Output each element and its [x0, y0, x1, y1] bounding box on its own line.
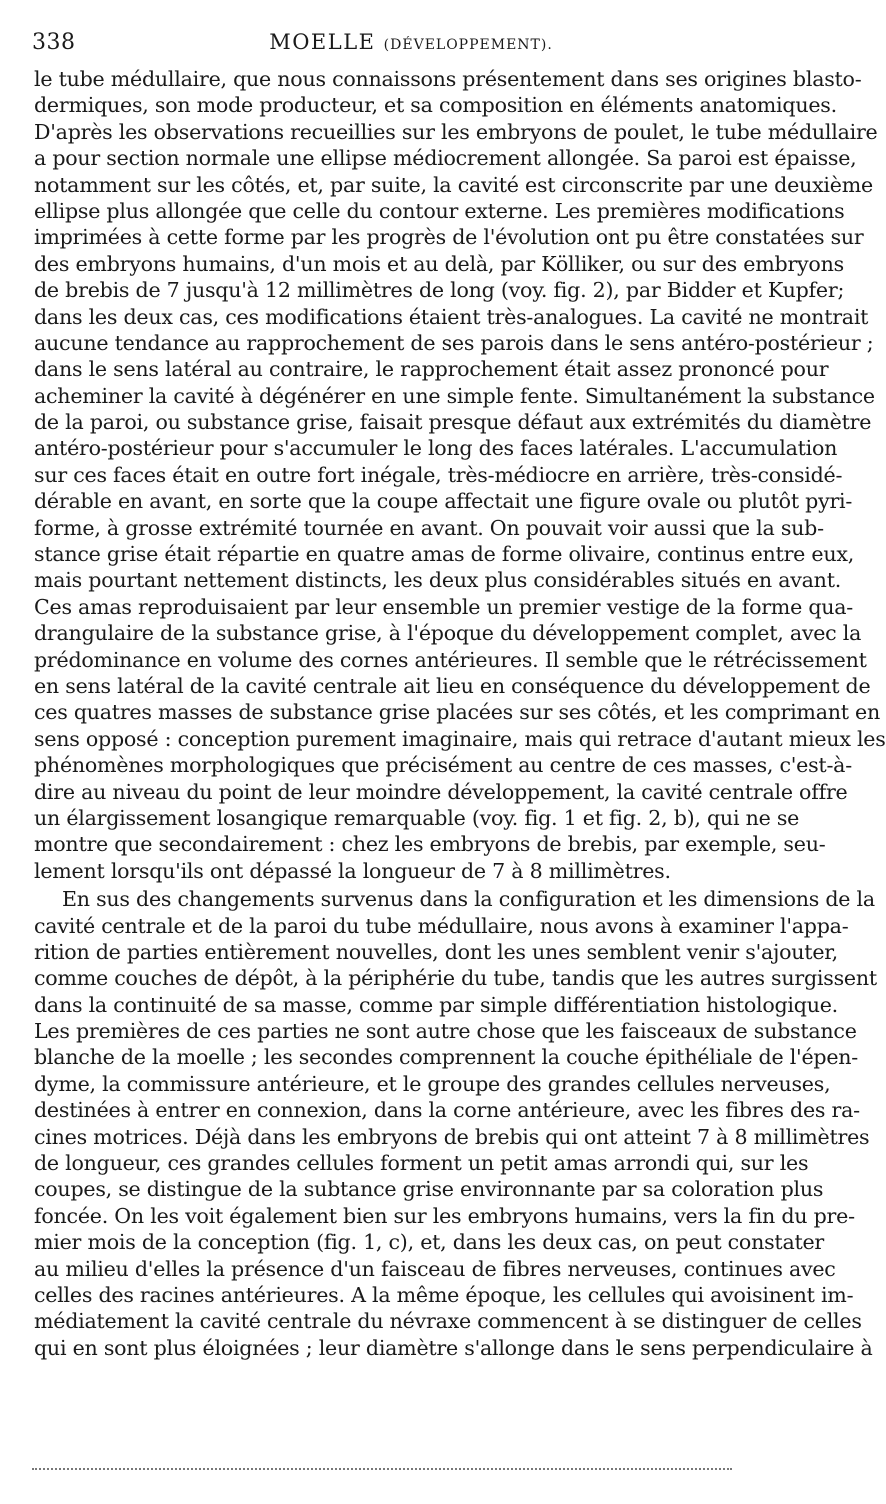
text-line: montre que secondairement : chez les embryons de brebis, par exemple, seu-	[34, 832, 826, 857]
text-line: dire au niveau du point de leur moindre développement, la cavité centrale offre	[34, 779, 848, 804]
page-number: 338	[32, 30, 76, 55]
text-line: prédominance en volume des cornes antérieures. Il semble que le rétrécissement	[34, 647, 867, 672]
text-line: notamment sur les côtés, et, par suite, la cavité est circonscrite par une deuxième	[34, 172, 873, 197]
text-line: dérable en avant, en sorte que la coupe affectait une figure ovale ou plutôt pyri-	[34, 489, 853, 514]
text-line: sens opposé : conception purement imaginaire, mais qui retrace d'autant mieux les	[34, 726, 886, 751]
text-line: de brebis de 7 jusqu'à 12 millimètres de long (voy. fig. 2), par Bidder et Kupfer;	[34, 278, 845, 303]
text-line: blanche de la moelle ; les secondes comprennent la couche épithéliale de l'épen-	[34, 1045, 859, 1070]
body-text	[34, 66, 886, 1361]
running-header	[32, 30, 790, 66]
text-line: mais pourtant nettement distincts, les deux plus considérables situés en avant.	[34, 568, 842, 593]
text-line: celles des racines antérieures. A la même époque, les cellules qui avoisinent im-	[34, 1282, 854, 1307]
text-line: lement lorsqu'ils ont dépassé la longueur de 7 à 8 millimètres.	[34, 858, 671, 883]
text-line: stance grise était répartie en quatre amas de forme olivaire, continus entre eux,	[34, 542, 855, 567]
text-line: a pour section normale une ellipse médiocrement allongée. Sa paroi est épaisse,	[34, 146, 857, 171]
text-line: foncée. On les voit également bien sur les embryons humains, vers la fin du pre-	[34, 1203, 855, 1228]
text-line: au milieu d'elles la présence d'un faisceau de fibres nerveuses, continues avec	[34, 1256, 836, 1281]
text-line: des embryons humains, d'un mois et au delà, par Kölliker, ou sur des embryons	[34, 251, 844, 276]
text-line: ellipse plus allongée que celle du contour externe. Les premières modifications	[34, 198, 845, 223]
text-line: le tube médullaire, que nous connaissons présentement dans ses origines blasto-	[34, 67, 862, 91]
text-line: aucune tendance au rapprochement de ses parois dans le sens antéro-postérieur ;	[34, 330, 874, 355]
text-line: D'après les observations recueillies sur les embryons de poulet, le tube médullaire	[34, 119, 878, 144]
text-line: en sens latéral de la cavité centrale ait lieu en conséquence du développement de	[34, 673, 871, 698]
text-line: imprimées à cette forme par les progrès de l'évolution ont pu être constatées sur	[34, 225, 864, 250]
text-line: sur ces faces était en outre fort inégale, très-médiocre en arrière, très-considé-	[34, 462, 843, 487]
text-line: destinées à entrer en connexion, dans la corne antérieure, avec les fibres des ra-	[34, 1098, 860, 1123]
text-line: qui en sont plus éloignées ; leur diamètre s'allonge dans le sens perpendiculaire à	[34, 1335, 873, 1360]
text-line: phénomènes morphologiques que précisément au centre de ces masses, c'est-à-	[34, 753, 852, 778]
text-line: acheminer la cavité à dégénérer en une simple fente. Simultanément la substance	[34, 383, 875, 408]
text-line: dyme, la commissure antérieure, et le groupe des grandes cellules nerveuses,	[34, 1071, 831, 1096]
footer-dotted-rule	[32, 1468, 732, 1470]
text-line: dans la continuité de sa masse, comme par simple différentiation histologique.	[34, 992, 838, 1017]
text-line: cavité centrale et de la paroi du tube médullaire, nous avons à examiner l'appa-	[34, 913, 849, 938]
running-title-main: MOELLE	[269, 30, 376, 54]
text-line: médiatement la cavité centrale du névraxe commencent à se distinguer de celles	[34, 1309, 862, 1334]
text-line: de longueur, ces grandes cellules forment un petit amas arrondi qui, sur les	[34, 1151, 809, 1176]
running-title	[32, 30, 790, 54]
text-line: drangulaire de la substance grise, à l'époque du développement complet, avec la	[34, 621, 862, 646]
text-line: Ces amas reproduisaient par leur ensemble un premier vestige de la forme qua-	[34, 594, 854, 619]
text-line: ces quatres masses de substance grise placées sur ses côtés, et les comprimant en	[34, 700, 881, 725]
text-line: antéro-postérieur pour s'accumuler le long des faces latérales. L'accumulation	[34, 436, 838, 461]
text-line: de la paroi, ou substance grise, faisait presque défaut aux extrémités du diamètre	[34, 410, 872, 435]
text-line: mier mois de la conception (fig. 1, c), et, dans les deux cas, on peut constater	[34, 1230, 825, 1255]
text-line: dans les deux cas, ces modifications étaient très-analogues. La cavité ne montrait	[34, 304, 869, 329]
text-line: forme, à grosse extrémité tournée en avant. On pouvait voir aussi que la sub-	[34, 515, 824, 540]
text-line: En sus des changements survenus dans la configuration et les dimensions de la	[62, 887, 875, 912]
text-line: comme couches de dépôt, à la périphérie du tube, tandis que les autres surgissent	[34, 966, 877, 991]
text-line: dans le sens latéral au contraire, le rapprochement était assez prononcé pour	[34, 357, 829, 382]
text-line: Les premières de ces parties ne sont autre chose que les faisceaux de substance	[34, 1019, 857, 1044]
running-title-sub: (DÉVELOPPEMENT).	[383, 37, 553, 53]
text-line: cines motrices. Déjà dans les embryons de brebis qui ont atteint 7 à 8 millimètres	[34, 1124, 870, 1149]
text-line: rition de parties entièrement nouvelles, dont les unes semblent venir s'ajouter,	[34, 939, 838, 964]
text-line: dermiques, son mode producteur, et sa composition en éléments anatomiques.	[34, 93, 837, 118]
text-line: coupes, se distingue de la subtance grise environnante par sa coloration plus	[34, 1177, 824, 1202]
text-line: un élargissement losangique remarquable (voy. fig. 1 et fig. 2, b), qui ne se	[34, 805, 800, 830]
